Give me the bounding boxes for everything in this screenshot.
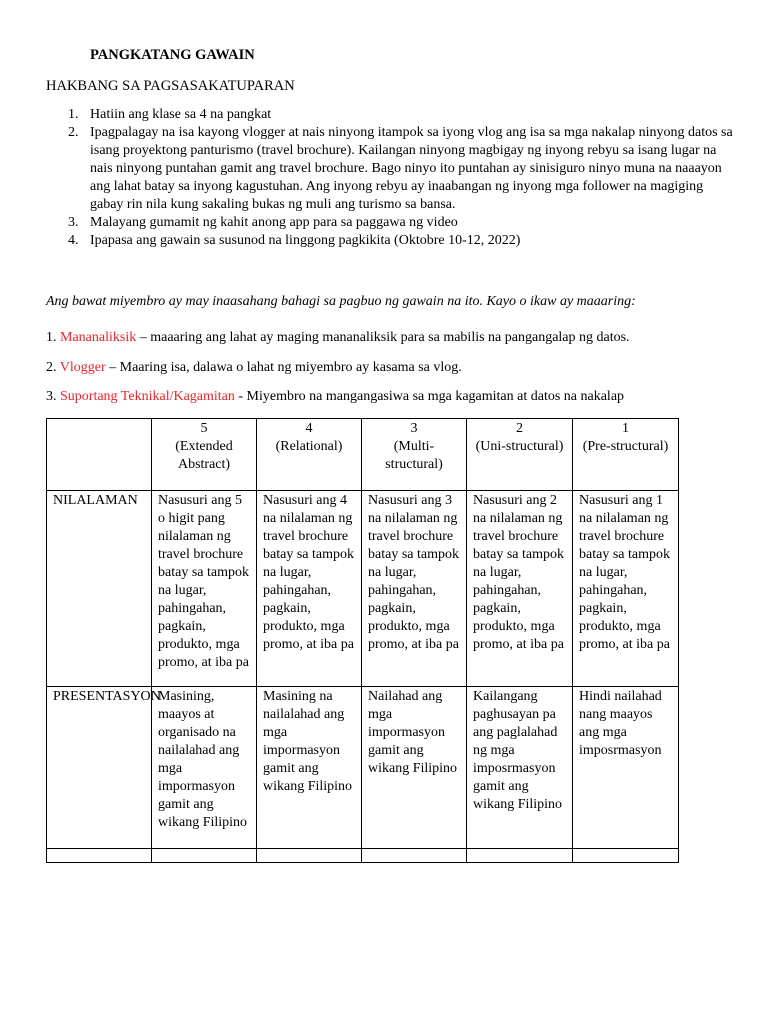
table-cell: Nasusuri ang 4 na nilalaman ng travel brochure batay sa tampok na lugar, pahingahan, pagkain, produkto, mga promo, at iba pa: [257, 491, 362, 687]
roles-intro: Ang bawat miyembro ay may inaasahang bahagi sa pagbuo ng gawain na ito. Kayo o ikaw ay maaaring:: [46, 294, 636, 309]
score-number: 3: [410, 421, 418, 436]
table-header-cell: [467, 419, 573, 491]
table-cell: Hindi nailahad nang maayos ang mga imposrmasyon: [573, 687, 679, 849]
score-number: 4: [305, 421, 313, 436]
step-text: Hatiin ang klase sa 4 na pangkat: [90, 107, 272, 122]
table-cell: [152, 849, 257, 863]
list-item: [46, 124, 736, 214]
table-cell: [573, 849, 679, 863]
table-cell: Nasusuri ang 3 na nilalaman ng travel brochure batay sa tampok na lugar, pahingahan, pagkain, produkto, mga promo, at iba pa: [362, 491, 467, 687]
step-number: 2.: [68, 125, 79, 140]
score-label: (Extended Abstract): [175, 439, 233, 472]
score-number: 5: [200, 421, 208, 436]
score-label: (Uni-structural): [475, 439, 564, 454]
table-header-cell: [362, 419, 467, 491]
step-text: Ipapasa ang gawain sa susunod na linggong pagkikita (Oktobre 10-12, 2022): [90, 233, 521, 248]
table-cell: Kailangang paghusayan pa ang paglalahad ng mga imposrmasyon gamit ang wikang Filipino: [467, 687, 573, 849]
step-text: Ipagpalagay na isa kayong vlogger at nais ninyong itampok sa iyong vlog ang isa sa mga nakalap ninyong datos sa isang proyektong panturismo (travel brochure). Kailangan ninyong magbigay ng inyong rebyu sa isang lugar na nais ninyong puntahan gamit ang travel brochure. Bago ninyo ito puntahan ay sinisiguro ninyo muna na naaayon ang lahat batay sa inyong kagustuhan. Ang inyong rebyu ay inaabangan ng inyong mga follower na magiging gabay rin nila kung sakaling bukas ng muli ang turismo sa bansa.: [90, 125, 733, 212]
role-number: 1.: [46, 330, 57, 345]
list-item: [46, 232, 736, 250]
step-text: Malayang gumamit ng kahit anong app para sa paggawa ng video: [90, 215, 458, 230]
document-title: PANGKATANG GAWAIN: [90, 47, 255, 63]
score-label: (Multi-structural): [385, 439, 443, 472]
document-subtitle: HAKBANG SA PAGSASAKATUPARAN: [46, 78, 295, 94]
table-cell: Nasusuri ang 1 na nilalaman ng travel brochure batay sa tampok na lugar, pahingahan, pagkain, produkto, mga promo, at iba pa: [573, 491, 679, 687]
score-label: (Relational): [275, 439, 343, 454]
steps-list: [46, 106, 736, 250]
role-description: – Maaring isa, dalawa o lahat ng miyembro ay kasama sa vlog.: [105, 360, 462, 375]
score-number: 1: [622, 421, 629, 436]
table-cell: Nailahad ang mga impormasyon gamit ang wikang Filipino: [362, 687, 467, 849]
role-name: Mananaliksik: [60, 330, 137, 345]
role-number: 3.: [46, 389, 57, 404]
role-item: [46, 360, 746, 376]
step-number: 1.: [68, 107, 79, 122]
table-cell: Masining na nailalahad ang mga impormasyon gamit ang wikang Filipino: [257, 687, 362, 849]
role-item: [46, 389, 746, 405]
criterion-cell: PRESENTASYON: [47, 687, 152, 849]
rubric-table: [46, 418, 679, 863]
list-item: [46, 106, 736, 124]
role-description: – maaaring ang lahat ay maging mananaliksik para sa mabilis na pangangalap ng datos.: [136, 330, 630, 345]
role-name: Vlogger: [59, 360, 106, 375]
table-header-row: [47, 419, 679, 491]
table-header-cell: [152, 419, 257, 491]
table-corner-cell: [47, 419, 152, 491]
score-number: 2: [516, 421, 523, 436]
role-name: Suportang Teknikal/Kagamitan: [60, 389, 235, 404]
score-label: (Pre-structural): [582, 439, 669, 454]
step-number: 4.: [68, 233, 79, 248]
table-cell: Masining, maayos at organisado na nailalahad ang mga impormasyon gamit ang wikang Filipino: [152, 687, 257, 849]
table-header-cell: [573, 419, 679, 491]
role-item: [46, 330, 746, 346]
table-header-cell: [257, 419, 362, 491]
role-description: - Miyembro na mangangasiwa sa mga kagamitan at datos na nakalap: [234, 389, 625, 404]
table-cell: [467, 849, 573, 863]
table-cell: [362, 849, 467, 863]
table-row: [47, 491, 679, 687]
table-cell: Nasusuri ang 2 na nilalaman ng travel brochure batay sa tampok na lugar, pahingahan, pagkain, produkto, mga promo, at iba pa: [467, 491, 573, 687]
table-cell: [257, 849, 362, 863]
table-row: [47, 687, 679, 849]
list-item: [46, 214, 736, 232]
criterion-cell: NILALAMAN: [47, 491, 152, 687]
table-cell: [47, 849, 152, 863]
table-cell: Nasusuri ang 5 o higit pang nilalaman ng travel brochure batay sa tampok na lugar, pahingahan, pagkain, produkto, mga promo, at iba pa: [152, 491, 257, 687]
role-number: 2.: [46, 360, 57, 375]
table-row-empty: [47, 849, 679, 863]
step-number: 3.: [68, 215, 79, 230]
